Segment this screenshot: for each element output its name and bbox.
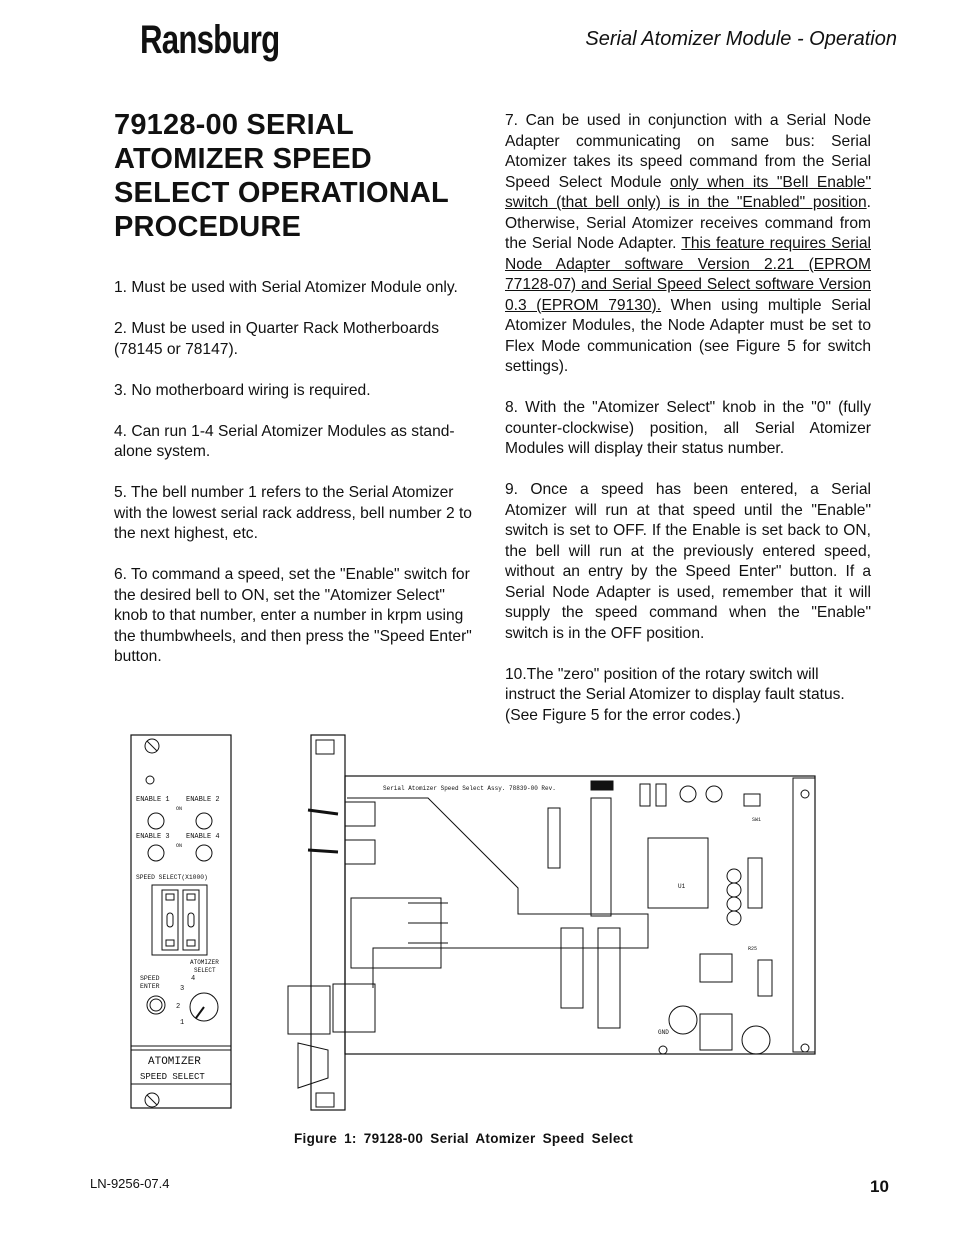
ic-icon — [591, 798, 611, 916]
ground-label: GND — [658, 1029, 669, 1036]
step-8: 8. With the "Atomizer Select" knob in the "0" (fully counter-clockwise) position, all Serial Atomizer Modules will display their status number. — [505, 399, 871, 457]
minus-icon — [187, 894, 195, 900]
thumbwheel-icon — [162, 890, 178, 950]
dial-mark: 1 — [180, 1019, 185, 1027]
plus-icon — [166, 940, 174, 946]
figure-caption: Figure 1: 79128-00 Serial Atomizer Speed Select — [294, 1131, 634, 1146]
atomizer-select-label: SELECT — [194, 967, 216, 974]
dial-mark: 4 — [191, 975, 196, 983]
enable-2-label: ENABLE 2 — [186, 796, 220, 804]
panel-name: ATOMIZER — [148, 1056, 201, 1068]
ic-icon — [748, 858, 762, 908]
speed-enter-label: ENTER — [140, 983, 160, 990]
enable-2-toggle-icon — [196, 813, 212, 829]
step-7-underlined: only when its "Bell Enable" switch (that bell only) is in the "Enabled" position — [505, 173, 871, 211]
step-7-text: When using multiple Serial Atomizer Modules, the Node Adapter must be set to Flex Mode communication (see Figure 5 for switch settings). — [505, 296, 871, 375]
step-6: 6. To command a speed, set the "Enable" switch for the desired bell to ON, set the "Atomizer Select" knob to that number, enter a number in krpm using the thumbwheels, and then press the "Speed Enter" button. — [114, 566, 472, 665]
ic-label: U1 — [678, 883, 686, 890]
on-label: ON — [176, 843, 183, 849]
dial-mark: 3 — [180, 985, 185, 993]
pcb-outline — [345, 776, 815, 1054]
panel-name: SPEED SELECT — [140, 1072, 205, 1082]
ic-icon — [648, 838, 708, 908]
enable-3-toggle-icon — [148, 845, 164, 861]
circuit-board — [288, 735, 815, 1110]
switch-label: SW1 — [752, 817, 762, 823]
section-title: Serial Atomizer Module - Operation — [585, 28, 897, 50]
resistor-label: R25 — [748, 946, 758, 952]
enable-4-toggle-icon — [196, 845, 212, 861]
step-10: 10.The "zero" position of the rotary switch will instruct the Serial Atomizer to display fault status. (See Figure 5 for the error codes.) — [505, 665, 845, 724]
step-1: 1. Must be used with Serial Atomizer Module only. — [114, 279, 458, 296]
step-3: 3. No motherboard wiring is required. — [114, 381, 371, 399]
step-4: 4. Can run 1-4 Serial Atomizer Modules as stand-alone system. — [114, 422, 455, 460]
step-7-text: 7. Can be used in conjunction with a Serial Node Adapter communicating on same bus: Serial Atomizer takes its speed command from the Serial Speed Select Module — [505, 112, 871, 191]
document-title — [114, 108, 484, 244]
title-line: PROCEDURE — [114, 211, 302, 243]
atomizer-select-label: ATOMIZER — [190, 959, 219, 966]
step-7 — [505, 111, 871, 378]
on-label: ON — [176, 806, 183, 812]
page-number: 10 — [870, 1177, 889, 1196]
ic-icon — [548, 808, 560, 868]
speed-enter-label: SPEED — [140, 975, 160, 982]
title-line: 79128-00 SERIAL — [114, 109, 354, 141]
thumbwheel-icon — [183, 890, 199, 950]
figure-1 — [128, 728, 828, 1113]
led-icon — [146, 776, 154, 784]
right-column — [505, 111, 871, 747]
assembly-label: Serial Atomizer Speed Select Assy. 78839-00 Rev. — [383, 785, 556, 792]
figure-drawing — [128, 728, 828, 1113]
speed-select-label: SPEED SELECT(X1000) — [136, 874, 208, 881]
ic-icon — [700, 1014, 732, 1050]
ic-icon — [700, 954, 732, 982]
minus-icon — [166, 894, 174, 900]
title-line: SELECT OPERATIONAL — [114, 177, 449, 209]
step-9: 9. Once a speed has been entered, a Serial Atomizer will run at that speed until the "Enable" switch is set to OFF. If the Enable is set back to ON, the bell will run at the previously entered speed, without an entry by the Speed Enter" button. If a Serial Node Adapter is used, remember that it will supply the speed command when the "Enable" switch is in the OFF position. — [505, 481, 871, 642]
left-column — [114, 278, 480, 688]
title-line: ATOMIZER SPEED — [114, 143, 372, 175]
enable-1-toggle-icon — [148, 813, 164, 829]
enable-3-label: ENABLE 3 — [136, 833, 170, 841]
step-7-underlined-requirement: This feature requires Serial Node Adapter software Version 2.21 (EPROM 77128-07) and Serial Speed Select software Version 0.3 (EPROM 79130). — [505, 235, 871, 314]
document-code: LN-9256-07.4 — [90, 1176, 170, 1191]
enable-4-label: ENABLE 4 — [186, 833, 220, 841]
front-panel — [131, 735, 231, 1108]
step-7-text: . Otherwise, Serial Atomizer receives command from the Serial Node Adapter. — [505, 194, 871, 252]
step-5: 5. The bell number 1 refers to the Serial Atomizer with the lowest serial rack address, bell number 2 to the next highest, etc. — [114, 484, 472, 542]
plus-icon — [187, 940, 195, 946]
dial-mark: 2 — [176, 1003, 181, 1011]
step-2: 2. Must be used in Quarter Rack Motherboards (78145 or 78147). — [114, 320, 440, 358]
serial-block — [591, 781, 613, 790]
enable-1-label: ENABLE 1 — [136, 796, 170, 804]
brand-logo: Ransburg — [140, 18, 280, 62]
